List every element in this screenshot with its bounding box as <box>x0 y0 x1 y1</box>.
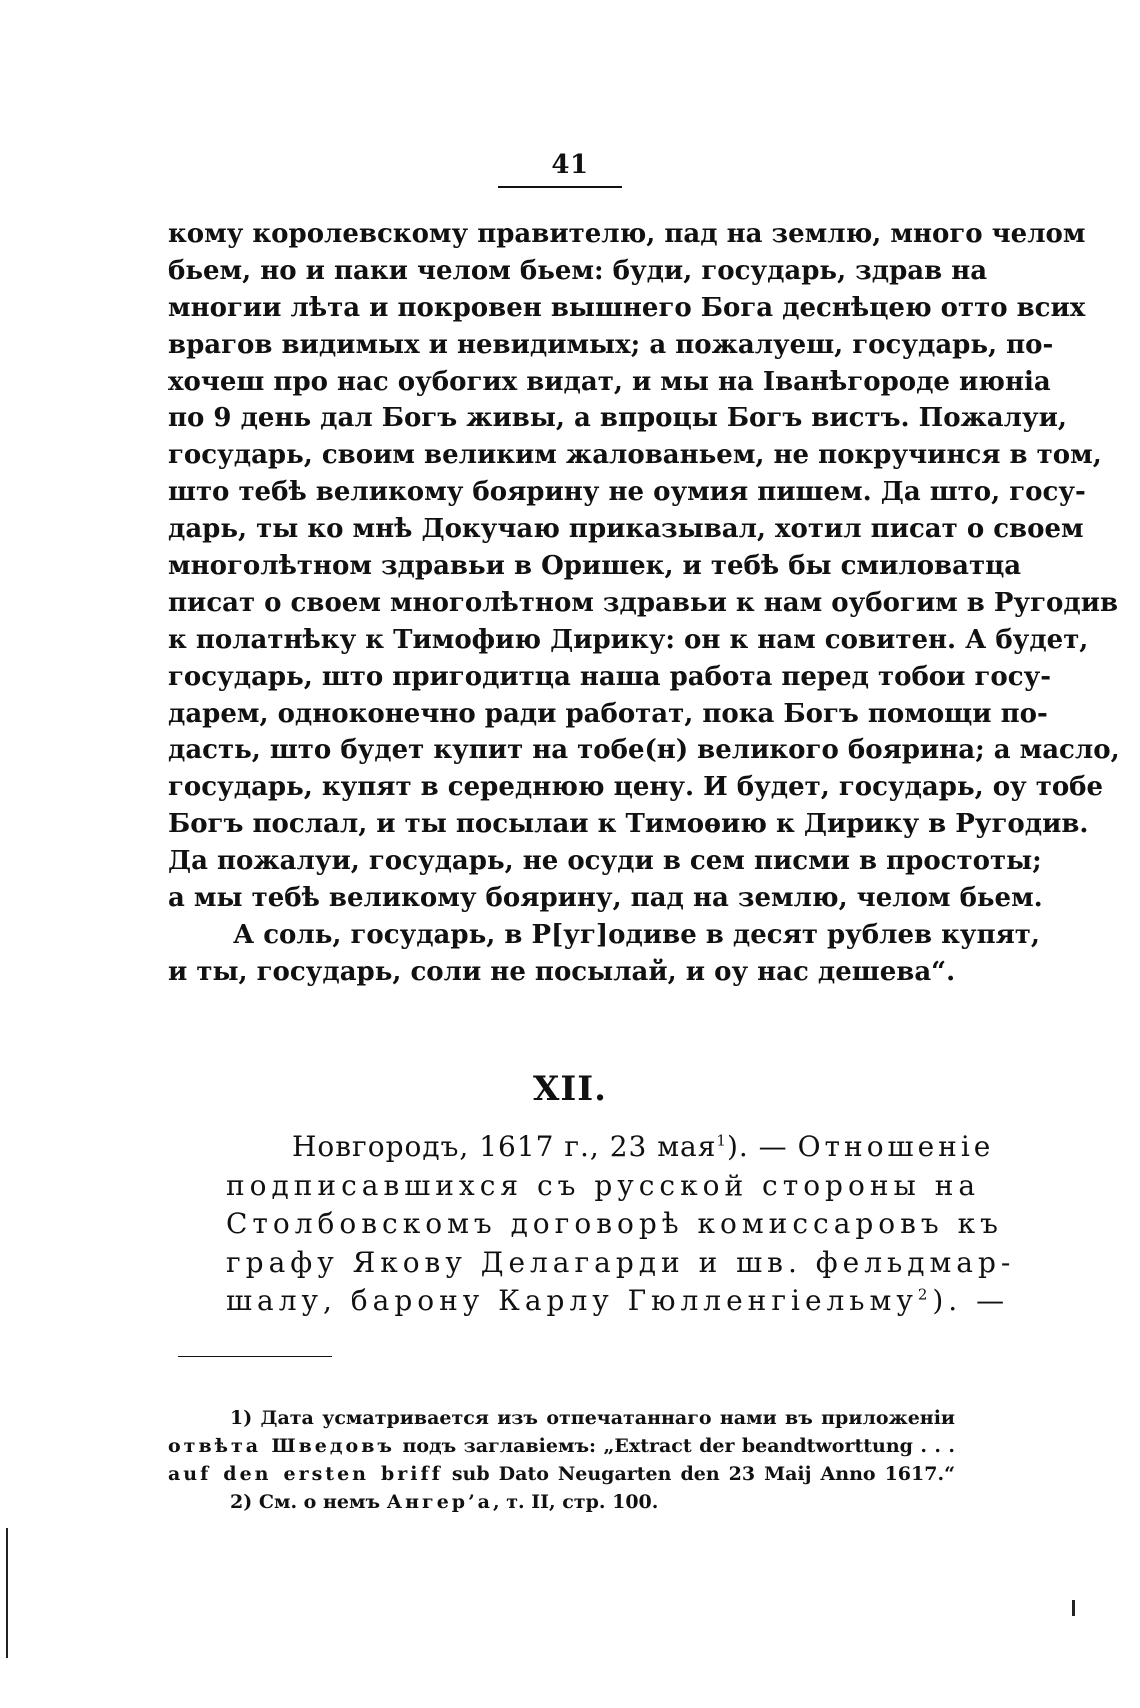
letter-body <box>168 216 1120 991</box>
scan-margin-mark <box>1072 1600 1075 1616</box>
body-line: Богъ послал, и ты посылаи к Тимоѳию к Дирику в Ругодив. <box>168 809 1089 840</box>
body-line: многолѣтном здравьи в Оришек, и тебѣ бы смиловатца <box>168 551 1022 582</box>
footnote-spaced-text: отвѣта Шведовъ <box>168 1435 396 1457</box>
header-line <box>226 1282 1010 1321</box>
body-line: государь, своим великим жалованьем, не покручинся в том, <box>168 440 1102 471</box>
header-title-word: Отношенiе <box>797 1130 995 1163</box>
body-line: што тебѣ великому боярину не оумия пишем. Да што, госу- <box>168 477 1086 508</box>
footnote-separator <box>178 1356 332 1357</box>
body-line: хочеш про нас оубогих видат, и мы на Iванѣгороде июнiа <box>168 366 1051 397</box>
body-line: бьем, но и паки челом бьем: буди, государь, здрав на <box>168 255 988 286</box>
footnote-line <box>168 1460 955 1488</box>
body-line: а мы тебѣ великому боярину, пад на землю, челом бьем. <box>168 883 1043 914</box>
header-date: Новгородъ, 1617 г., 23 мая <box>292 1130 717 1163</box>
body-line: А соль, государь, в Р[уг]одиве в десят рублев купят, <box>233 919 1040 950</box>
body-line: по 9 день дал Богъ живы, а впроцы Богъ вистъ. Пожалуи, <box>168 403 1067 434</box>
body-line: дасть, што будет купит на тобе(н) великого боярина; а масло, <box>168 735 1120 766</box>
body-line: государь, купят в середнюю цену. И будет, государь, оу тобе <box>168 772 1104 803</box>
header-line: Столбовскомъ договорѣ комиссаровъ къ <box>226 1207 1003 1240</box>
header-line: графу Якову Делагарди и шв. фельдмар- <box>226 1245 1016 1279</box>
footnote-line <box>168 1432 955 1460</box>
footnotes <box>168 1404 955 1516</box>
body-line: Да пожалуи, государь, не осуди в сем писми в простоты; <box>168 846 1042 877</box>
body-line: дарь, ты ко мнѣ Докучаю приказывал, хотил писат о своем <box>168 514 1084 545</box>
header-dash: ). — <box>726 1130 788 1163</box>
body-line: и ты, государь, соли не посылай, и оу нас дешева“. <box>168 956 956 987</box>
section-heading: XII. <box>532 1069 608 1109</box>
footnote-text: sub Dato Neugarten den 23 Maij Anno 1617.“ <box>451 1463 956 1485</box>
document-header <box>226 1128 1016 1321</box>
body-line: дарем, одноконечно ради работат, пока Богъ помощи по- <box>168 698 1048 729</box>
header-line: подписавшихся съ русской стороны на <box>226 1168 981 1202</box>
footnote-line: 1) Дата усматривается изъ отпечатаннаго нами въ приложенiи <box>230 1407 955 1429</box>
footnote-text: , т. II, стр. 100. <box>493 1491 659 1513</box>
footnote-spaced-text: Ангер’а <box>386 1491 493 1513</box>
footnote-ref: 1 <box>716 1131 727 1150</box>
page-number-rule <box>498 186 622 188</box>
header-dash: ). — <box>932 1284 1010 1317</box>
footnote-ref: 2 <box>917 1285 933 1304</box>
body-line: кому королевскому правителю, пад на землю, много челом <box>168 219 1086 249</box>
body-line: государь, што пригодитца наша работа перед тобои госу- <box>168 661 1052 692</box>
body-line: к полатнѣку к Тимофию Дирику: он к нам совитен. А будет, <box>168 624 1089 655</box>
footnote-line <box>168 1488 955 1516</box>
body-line: многии лѣта и покровен вышнего Бога деснѣцею отто всих <box>168 292 1086 323</box>
body-line: писат о своем многолѣтном здравьи к нам оубогим в Ругодив <box>168 587 1119 618</box>
page-number: 41 <box>551 150 589 180</box>
header-line <box>226 1128 995 1167</box>
footnote-text: 2) См. о немъ <box>230 1491 381 1513</box>
scan-margin-mark <box>6 1528 8 1658</box>
footnote-spaced-text: auf den ersten briff <box>168 1463 443 1485</box>
footnote-text: подъ заглавiемъ: „Extract der beandtworttung . . . <box>402 1435 956 1457</box>
header-text: шалу, барону Карлу Гюлленгiельму <box>226 1284 918 1317</box>
body-line: врагов видимых и невидимых; а пожалуеш, государь, по- <box>168 329 1054 360</box>
